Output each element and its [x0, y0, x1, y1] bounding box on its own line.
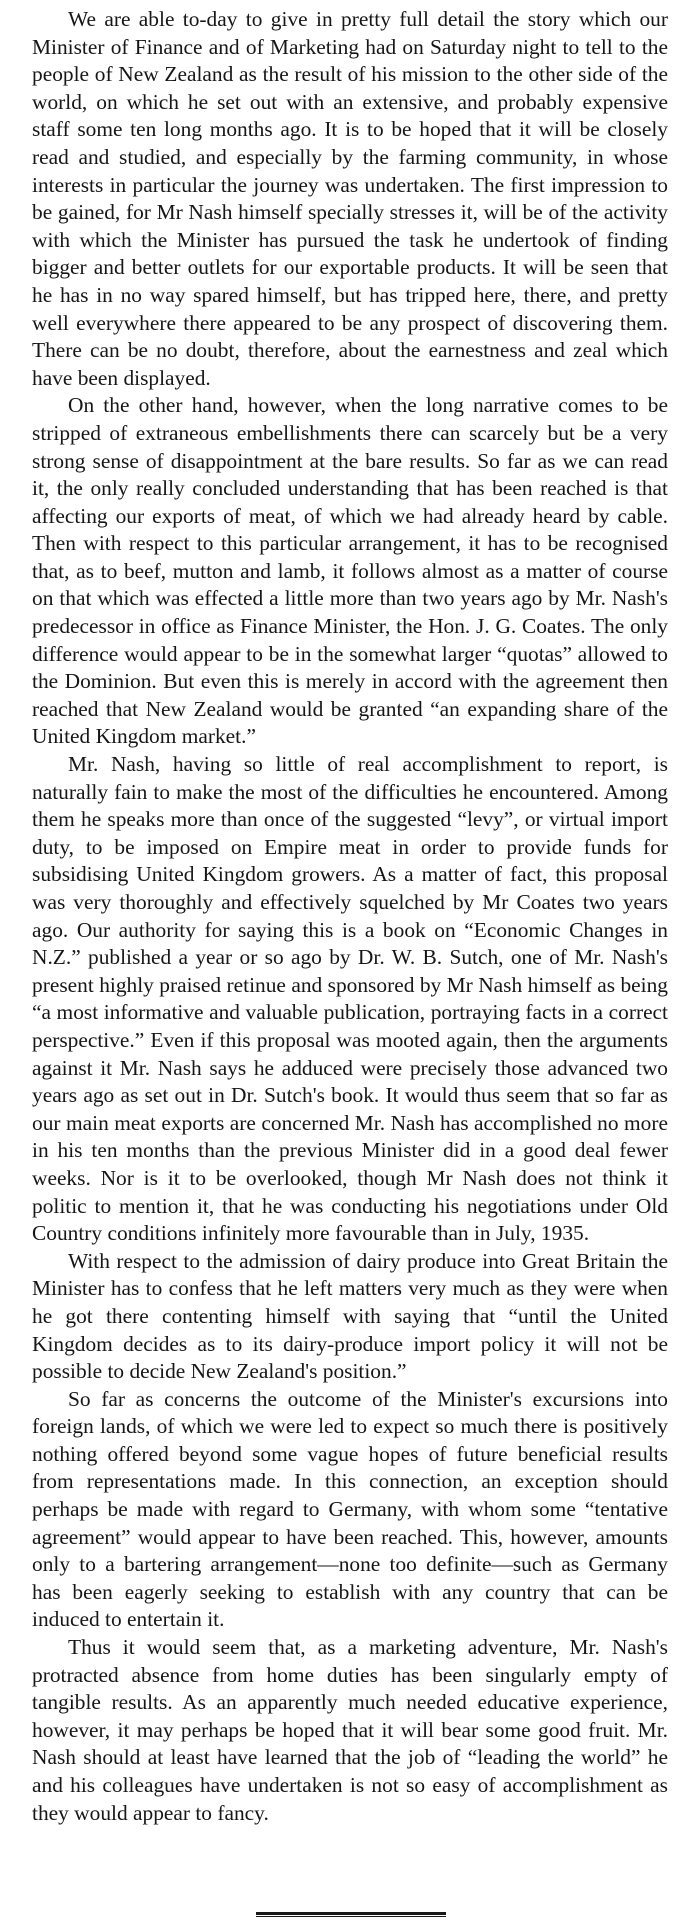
paragraph-6: Thus it would seem that, as a marketing adventure, Mr. Nash's protracted absence from home duties has been singularly empty of tangible results. As an apparently much needed educative experience, however, it may perhaps be hoped that it will bear some good fruit. Mr. Nash should at least have learned that the job of “leading the world” he and his colleagues have undertaken is not so easy of accomplishment as they would appear to fancy.	[32, 1635, 668, 1825]
paragraph-2: On the other hand, however, when the long narrative comes to be stripped of extraneous embellishments there can scarcely but be a very strong sense of disappointment at the bare results. So far as we can read it, the only really concluded understanding that has been reached is that affecting our exports of meat, of which we had already heard by cable. Then with respect to this particular arrangement, it has to be recognised that, as to beef, mutton and lamb, it follows almost as a matter of course on that which was effected a little more than two years ago by Mr. Nash's predecessor in office as Finance Minister, the Hon. J. G. Coates. The only difference would appear to be in the somewhat larger “quotas” allowed to the Dominion. But even this is merely in accord with the agreement then reached that New Zealand would be granted “an expanding share of the United Kingdom market.”	[32, 393, 668, 749]
paragraph-3: Mr. Nash, having so little of real accomplishment to report, is naturally fain to make the most of the difficulties he encountered. Among them he speaks more than once of the suggested “levy”, or virtual import duty, to be imposed on Empire meat in order to provide funds for subsidising United Kingdom growers. As a matter of fact, this proposal was very thoroughly and effectively squelched by Mr Coates two years ago. Our authority for saying this is a book on “Economic Changes in N.Z.” published a year or so ago by Dr. W. B. Sutch, one of Mr. Nash's present highly praised retinue and sponsored by Mr Nash himself as being “a most informative and valuable publication, portraying facts in a correct perspective.” Even if this proposal was mooted again, then the arguments against it Mr. Nash says he adduced were precisely those advanced two years ago as set out in Dr. Sutch's book. It would thus seem that so far as our main meat exports are concerned Mr. Nash has accomplished no more in his ten months than the previous Minister did in a good deal fewer weeks. Nor is it to be overlooked, though Mr Nash does not think it politic to mention it, that he was conducting his negotiations under Old Country conditions infinitely more favourable than in July, 1935.	[32, 752, 668, 1246]
editorial-column	[32, 6, 668, 1827]
paragraph-5: So far as concerns the outcome of the Minister's excursions into foreign lands, of which we were led to expect so much there is positively nothing offered beyond some vague hopes of future beneficial results from representations made. In this connection, an exception should perhaps be made with regard to Germany, with whom some “tentative agreement” would appear to have been reached. This, however, amounts only to a bartering arrangement—none too definite—such as Germany has been eagerly seeking to establish with any country that can be induced to entertain it.	[32, 1386, 668, 1632]
paragraph-4: With respect to the admission of dairy produce into Great Britain the Minister has to confess that he left matters very much as they were when he got there contenting himself with saying that “until the United Kingdom decides as to its dairy-produce import policy it will not be possible to decide New Zealand's position.”	[32, 1248, 668, 1384]
end-of-article-rule	[256, 1912, 446, 1917]
paragraph-1: We are able to-day to give in pretty full detail the story which our Minister of Finance and of Marketing had on Saturday night to tell to the people of New Zealand as the result of his mission to the other side of the world, on which he set out with an extensive, and probably expensive staff some ten long months ago. It is to be hoped that it will be closely read and studied, and especially by the farming community, in whose interests in particular the journey was undertaken. The first impression to be gained, for Mr Nash himself specially stresses it, will be of the activity with which the Minister has pursued the task he undertook of finding bigger and better outlets for our exportable products. It will be seen that he has in no way spared himself, but has tripped here, there, and pretty well everywhere there appeared to be any prospect of discovering them. There can be no doubt, therefore, about the earnestness and zeal which have been displayed.	[32, 7, 668, 390]
